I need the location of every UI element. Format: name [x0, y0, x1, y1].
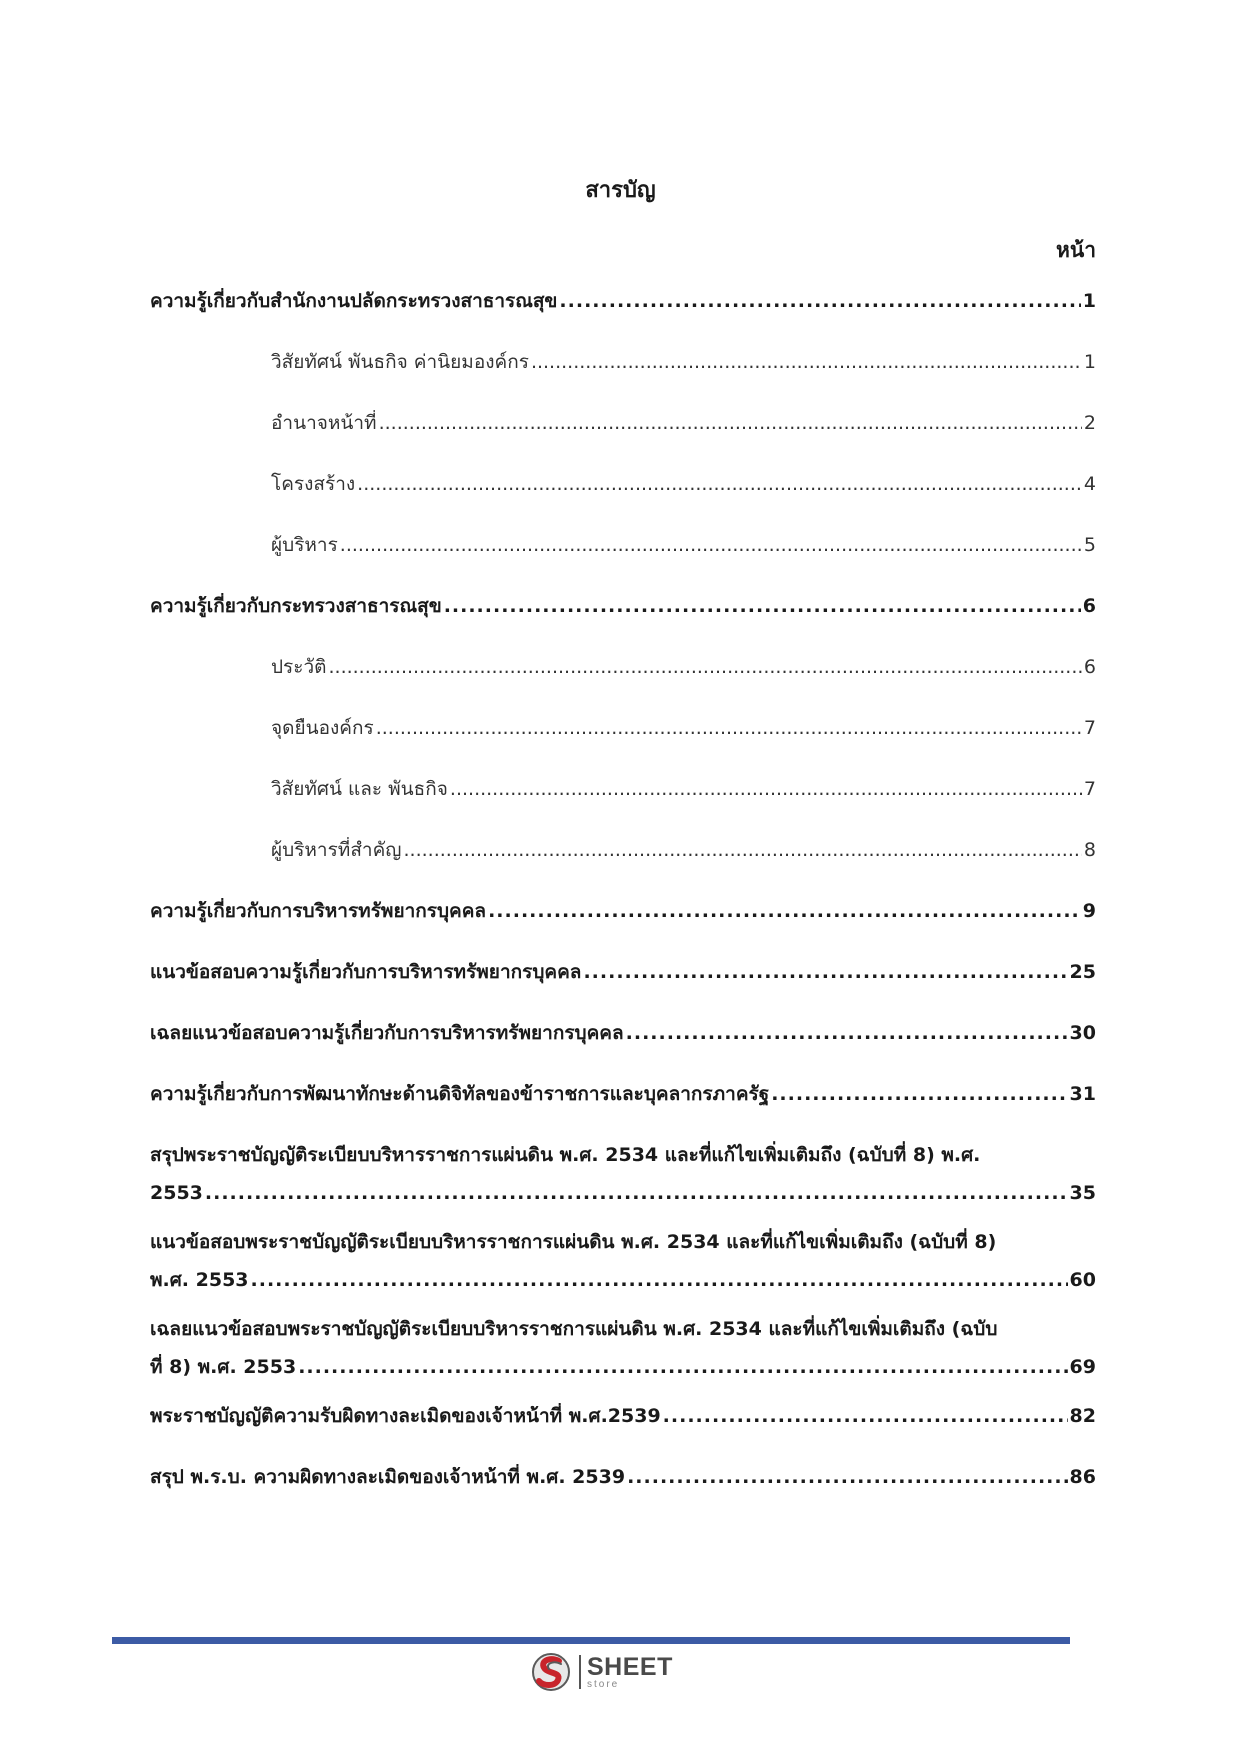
toc-entry-page: 7	[1083, 778, 1096, 800]
toc-entry-line2	[150, 1267, 1096, 1294]
toc-subentry[interactable]	[150, 349, 1096, 376]
toc-entry-label-continued: พ.ศ. 2553	[150, 1269, 249, 1291]
footer-rule	[112, 1637, 1070, 1644]
leader-dots	[357, 471, 1082, 498]
logo-separator	[579, 1655, 581, 1689]
toc-entry-page: 35	[1069, 1182, 1096, 1204]
toc-entry-label: จุดยืนองค์กร	[271, 717, 374, 739]
page-column-header: หน้า	[1056, 238, 1096, 262]
leader-dots	[251, 1267, 1068, 1294]
toc-entry-label: ความรู้เกี่ยวกับสำนักงานปลัดกระทรวงสาธารณสุข	[150, 290, 558, 312]
toc-title: สารบัญ	[585, 178, 656, 203]
toc-entry-label: พระราชบัญญัติความรับผิดทางละเมิดของเจ้าหน้าที่ พ.ศ.2539	[150, 1405, 661, 1427]
toc-entry[interactable]	[150, 1217, 1096, 1294]
toc-entry[interactable]	[150, 1081, 1096, 1108]
toc-entry-page: 9	[1082, 900, 1096, 922]
sheet-store-logo	[531, 1652, 673, 1692]
toc-entry[interactable]	[150, 1403, 1096, 1430]
leader-dots	[627, 1464, 1067, 1491]
toc-subentry[interactable]	[150, 715, 1096, 742]
toc-entry-label: อำนาจหน้าที่	[271, 412, 377, 434]
leader-dots	[444, 593, 1081, 620]
toc-entry-page: 1	[1083, 351, 1096, 373]
toc-entry-label: ประวัติ	[271, 656, 327, 678]
toc-entry-page: 1	[1082, 290, 1096, 312]
toc-entry-label: โครงสร้าง	[271, 473, 356, 495]
leader-dots	[298, 1354, 1067, 1381]
toc-entry-line2	[150, 1354, 1096, 1381]
toc-entry[interactable]	[150, 1464, 1096, 1491]
sheet-store-logo-icon	[531, 1652, 573, 1692]
toc-entry[interactable]	[150, 593, 1096, 620]
logo-wordmark: SHEET	[587, 1652, 673, 1681]
toc-entry-page: 82	[1069, 1405, 1096, 1427]
toc-entry[interactable]	[150, 288, 1096, 315]
toc-entry-page: 8	[1083, 839, 1096, 861]
toc-entry-page: 86	[1069, 1466, 1096, 1488]
toc-entry-page: 69	[1069, 1356, 1096, 1378]
toc-entry-label: เฉลยแนวข้อสอบพระราชบัญญัติระเบียบบริหารราชการแผ่นดิน พ.ศ. 2534 และที่แก้ไขเพิ่มเติมถึง (ฉบับ	[150, 1318, 998, 1340]
toc-entry-label: เฉลยแนวข้อสอบความรู้เกี่ยวกับการบริหารทรัพยากรบุคคล	[150, 1022, 624, 1044]
toc-entry-label: สรุป พ.ร.บ. ความผิดทางละเมิดของเจ้าหน้าที่ พ.ศ. 2539	[150, 1466, 626, 1488]
toc-entry-label: สรุปพระราชบัญญัติระเบียบบริหารราชการแผ่นดิน พ.ศ. 2534 และที่แก้ไขเพิ่มเติมถึง (ฉบับที่ 8) พ.ศ.	[150, 1144, 981, 1166]
toc-entry-label: แนวข้อสอบพระราชบัญญัติระเบียบบริหารราชการแผ่นดิน พ.ศ. 2534 และที่แก้ไขเพิ่มเติมถึง (ฉบับที่ 8)	[150, 1231, 997, 1253]
toc-subentry[interactable]	[150, 471, 1096, 498]
toc-entry-label: แนวข้อสอบความรู้เกี่ยวกับการบริหารทรัพยากรบุคคล	[150, 961, 582, 983]
toc-entry-page: 6	[1083, 656, 1096, 678]
toc-entry[interactable]	[150, 1304, 1096, 1381]
toc-entry-line2	[150, 1180, 1096, 1207]
leader-dots	[328, 654, 1081, 681]
leader-dots	[559, 288, 1080, 315]
leader-dots	[340, 532, 1082, 559]
leader-dots	[379, 410, 1082, 437]
leader-dots	[626, 1020, 1068, 1047]
leader-dots	[376, 715, 1082, 742]
toc-entry-page: 5	[1083, 534, 1096, 556]
toc-entry[interactable]	[150, 898, 1096, 925]
logo-subtext: store	[587, 1678, 620, 1690]
toc-entry-label: ความรู้เกี่ยวกับการพัฒนาทักษะด้านดิจิทัลของข้าราชการและบุคลากรภาครัฐ	[150, 1083, 770, 1105]
toc-entry-label: ความรู้เกี่ยวกับกระทรวงสาธารณสุข	[150, 595, 442, 617]
toc-entry-label-continued: 2553	[150, 1182, 203, 1204]
toc-entry-page: 31	[1069, 1083, 1096, 1105]
leader-dots	[488, 898, 1081, 925]
toc-entry-page: 2	[1083, 412, 1096, 434]
toc-subentry[interactable]	[150, 532, 1096, 559]
leader-dots	[771, 1081, 1067, 1108]
toc-entry[interactable]	[150, 1130, 1096, 1207]
toc-subentry[interactable]	[150, 654, 1096, 681]
table-of-contents	[150, 288, 1096, 1525]
toc-subentry[interactable]	[150, 410, 1096, 437]
toc-subentry[interactable]	[150, 837, 1096, 864]
toc-entry-label: ผู้บริหาร	[271, 534, 338, 556]
leader-dots	[663, 1403, 1068, 1430]
toc-entry-label: วิสัยทัศน์ พันธกิจ ค่านิยมองค์กร	[271, 351, 529, 373]
toc-entry[interactable]	[150, 1020, 1096, 1047]
leader-dots	[205, 1180, 1068, 1207]
leader-dots	[450, 776, 1082, 803]
toc-entry[interactable]	[150, 959, 1096, 986]
toc-entry-page: 7	[1083, 717, 1096, 739]
toc-entry-page: 60	[1069, 1269, 1096, 1291]
toc-subentry[interactable]	[150, 776, 1096, 803]
toc-entry-label: ความรู้เกี่ยวกับการบริหารทรัพยากรบุคคล	[150, 900, 487, 922]
logo-text	[587, 1652, 673, 1690]
leader-dots	[404, 837, 1082, 864]
leader-dots	[583, 959, 1067, 986]
toc-entry-page: 30	[1069, 1022, 1096, 1044]
leader-dots	[531, 349, 1082, 376]
toc-entry-page: 4	[1083, 473, 1096, 495]
toc-entry-label: วิสัยทัศน์ และ พันธกิจ	[271, 778, 448, 800]
toc-entry-label-continued: ที่ 8) พ.ศ. 2553	[150, 1356, 297, 1378]
toc-entry-page: 6	[1082, 595, 1096, 617]
toc-entry-page: 25	[1069, 961, 1096, 983]
toc-entry-label: ผู้บริหารที่สำคัญ	[271, 839, 402, 861]
